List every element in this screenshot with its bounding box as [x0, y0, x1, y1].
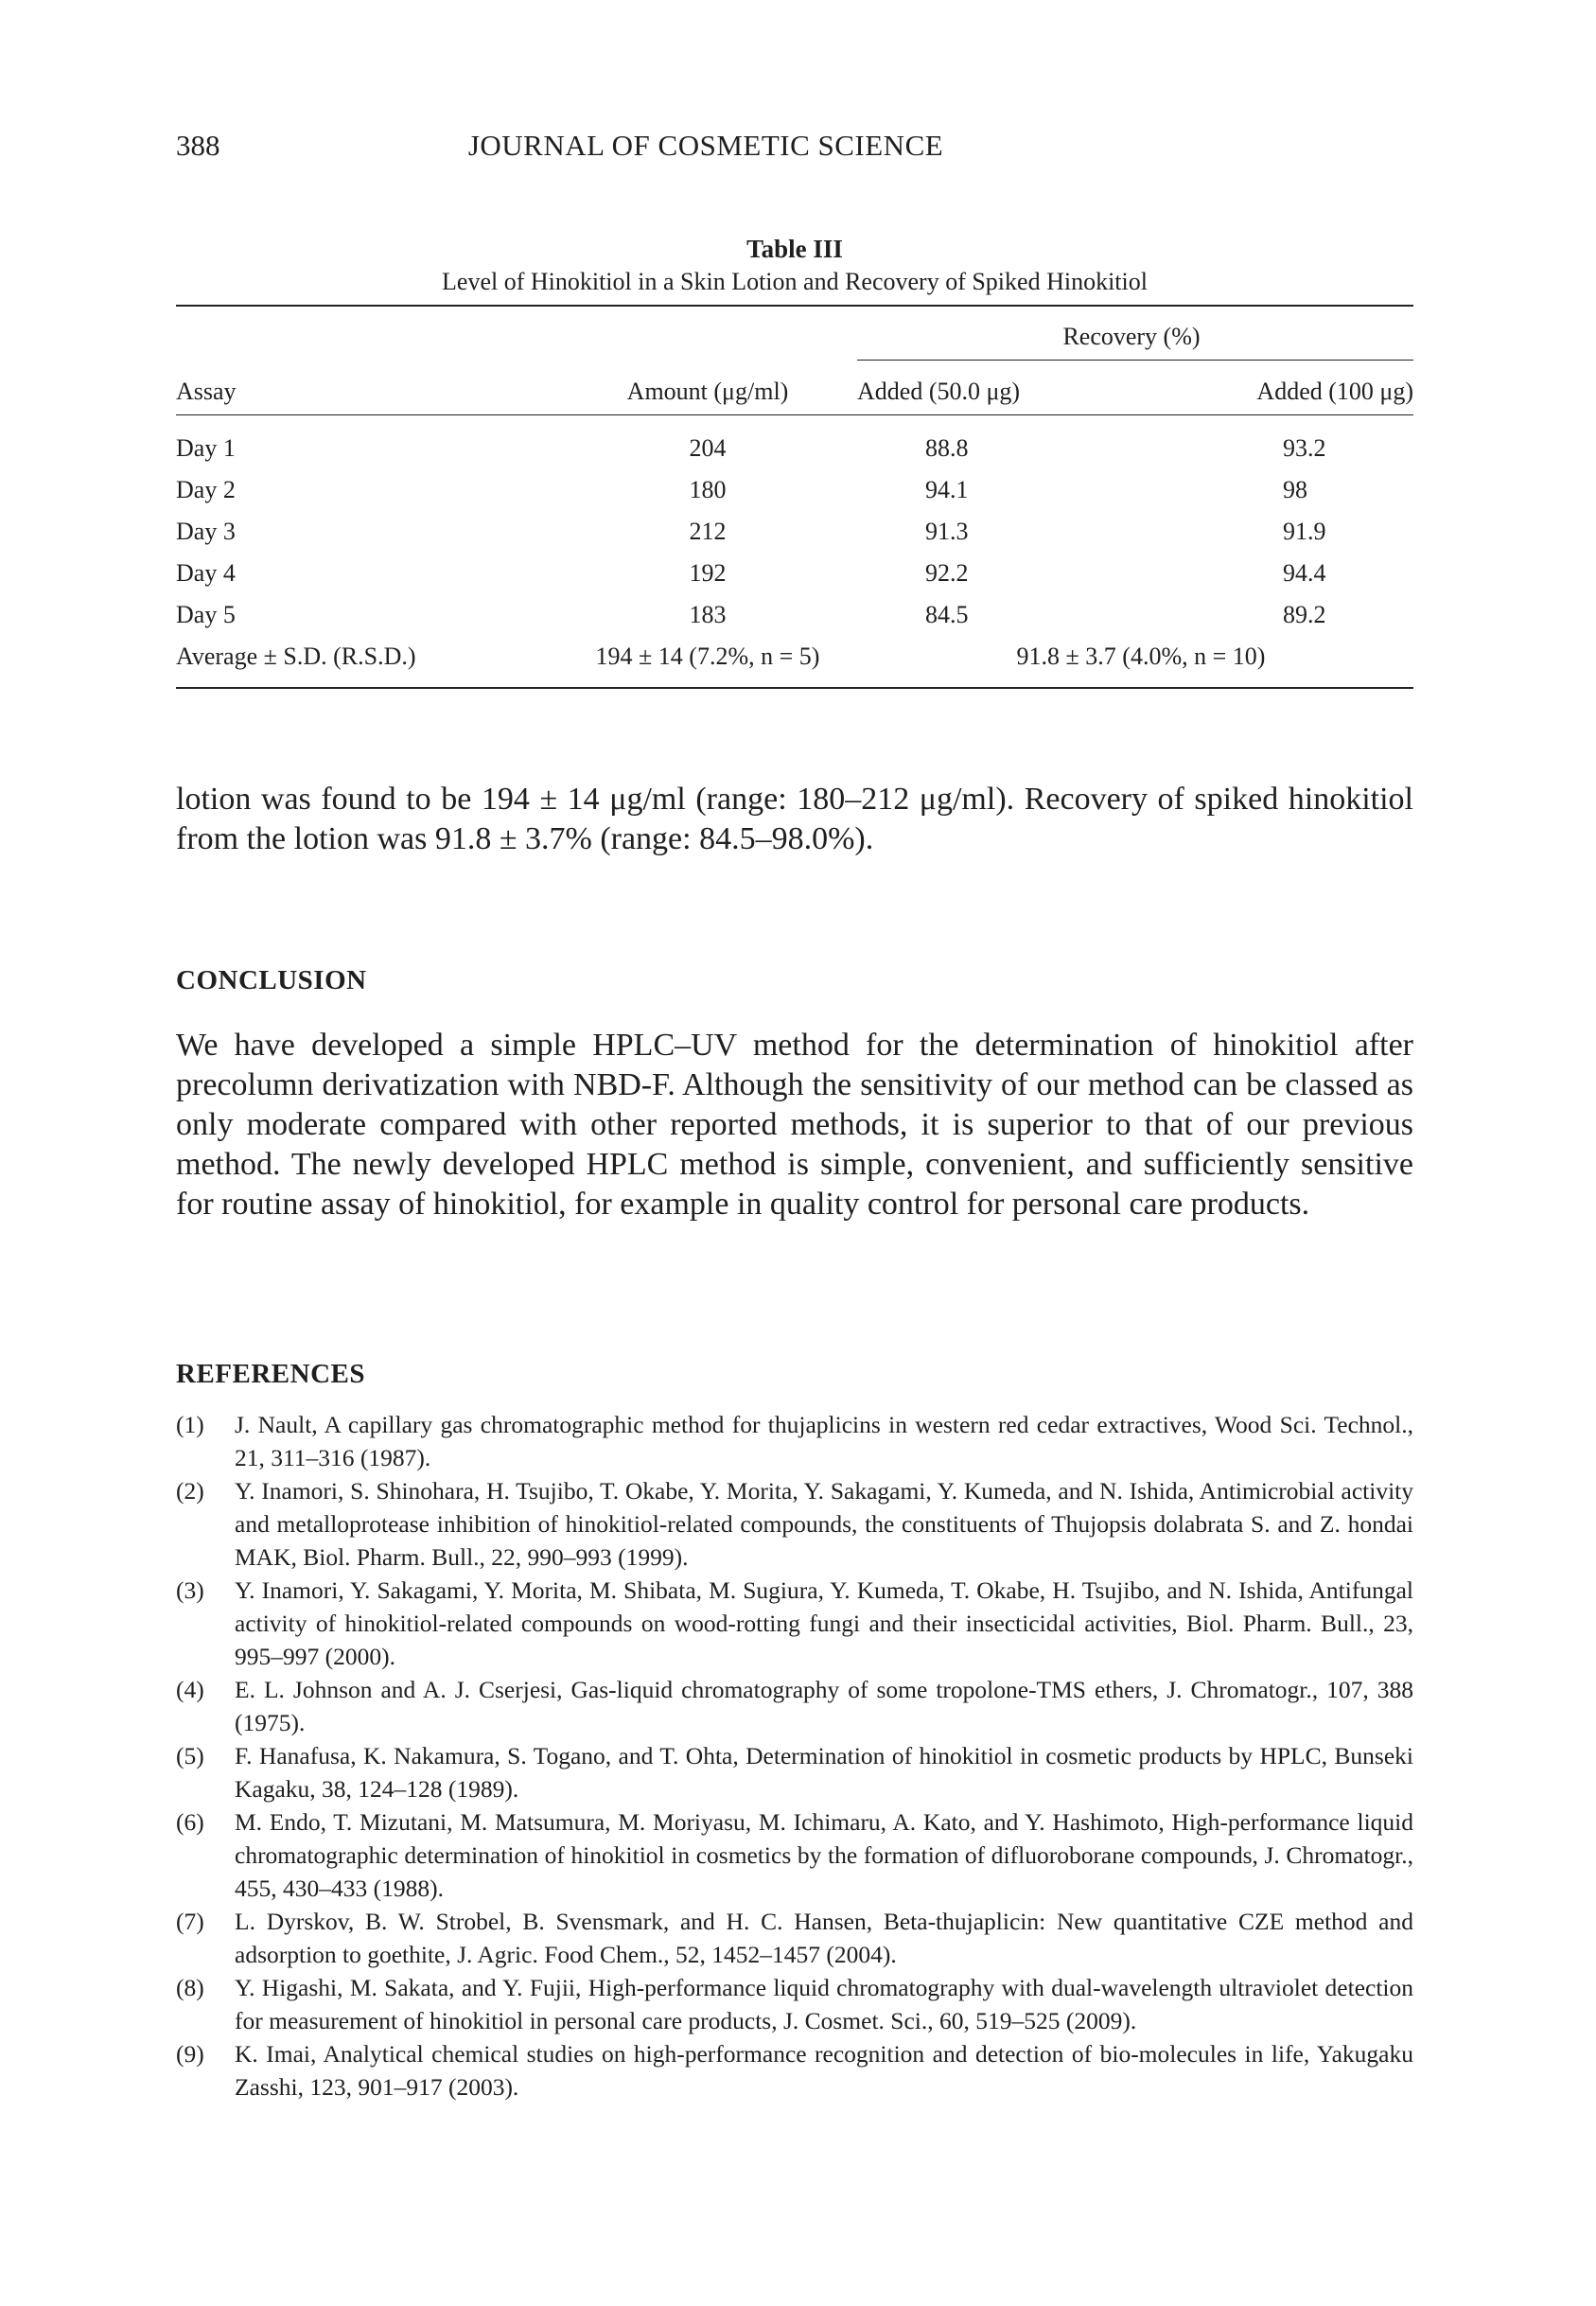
reference-number: (1): [176, 1411, 204, 1438]
reference-item: [176, 1408, 1413, 1474]
table-iii: [176, 233, 1413, 670]
reference-text: Y. Inamori, Y. Sakagami, Y. Morita, M. Shibata, M. Sugiura, Y. Kumeda, T. Okabe, H. Tsujibo, and N. Ishida, Antifungal activity of hinokitiol-related compounds on wood-rotting fungi and their insecticidal activities, Biol. Pharm. Bull., 23, 995–997 (2000).: [235, 1576, 1413, 1670]
reference-number: (7): [176, 1908, 204, 1935]
reference-number: (4): [176, 1676, 204, 1703]
row-added-50: 88.8: [925, 434, 969, 462]
row-assay: Day 2: [176, 476, 236, 503]
table-top-rule: [176, 305, 1413, 307]
row-amount: 180: [689, 476, 727, 503]
col-header-amount: Amount (μg/ml): [626, 378, 789, 405]
reference-text: L. Dyrskov, B. W. Strobel, B. Svensmark, and H. C. Hansen, Beta-thujaplicin: New quantitative CZE method and adsorption to goethite, J. Agric. Food Chem., 52, 1452–1457 (2004).: [235, 1908, 1413, 1968]
header-rule: [176, 414, 1413, 415]
table-caption: Level of Hinokitiol in a Skin Lotion and Recovery of Spiked Hinokitiol: [442, 268, 1148, 295]
table-label: Table III: [746, 235, 843, 263]
col-header-assay: Assay: [176, 378, 237, 405]
row-assay: Day 1: [176, 434, 236, 462]
reference-number: (5): [176, 1742, 204, 1769]
reference-text: Y. Higashi, M. Sakata, and Y. Fujii, High-performance liquid chromatography with dual-wavelength ultraviolet detection for measurement of hinokitiol in personal care products, J. Cosmet. Sci., 60, 519–525 (2009).: [235, 1974, 1413, 2034]
row-added-50: 84.5: [925, 601, 969, 628]
average-label: Average ± S.D. (R.S.D.): [176, 643, 416, 670]
reference-number: (3): [176, 1576, 204, 1604]
reference-text: E. L. Johnson and A. J. Cserjesi, Gas-liquid chromatography of some tropolone-TMS ethers, J. Chromatogr., 107, 388 (1975).: [235, 1676, 1413, 1736]
row-added-50: 92.2: [925, 559, 969, 587]
lotion-paragraph: lotion was found to be 194 ± 14 μg/ml (range: 180–212 μg/ml). Recovery of spiked hinokitiol from the lotion was 91.8 ± 3.7% (range: 84.5–98.0%).: [176, 782, 1413, 856]
row-added-100: 94.4: [1283, 559, 1326, 587]
reference-text: M. Endo, T. Mizutani, M. Matsumura, M. Moriyasu, M. Ichimaru, A. Kato, and Y. Hashimoto, High-performance liquid chromatographic determination of hinokitiol in cosmetics by the formation of difluoroborane compounds, J. Chromatogr., 455, 430–433 (1988).: [235, 1808, 1413, 1902]
reference-text: K. Imai, Analytical chemical studies on high-performance recognition and detection of bio-molecules in life, Yakugaku Zasshi, 123, 901–917 (2003).: [235, 2040, 1413, 2101]
row-added-50: 91.3: [925, 518, 969, 545]
row-added-100: 91.9: [1283, 518, 1326, 545]
reference-item: [176, 1971, 1413, 2037]
row-added-100: 98: [1283, 476, 1307, 503]
row-assay: Day 3: [176, 518, 236, 545]
average-amount: 194 ± 14 (7.2%, n = 5): [595, 643, 820, 670]
reference-item: [176, 1905, 1413, 1971]
average-recovery: 91.8 ± 3.7 (4.0%, n = 10): [1016, 643, 1266, 670]
reference-text: J. Nault, A capillary gas chromatographic method for thujaplicins in western red cedar extractives, Wood Sci. Technol., 21, 311–316 (1987).: [235, 1411, 1413, 1471]
table-body: [176, 305, 1413, 778]
reference-text: Y. Inamori, S. Shinohara, H. Tsujibo, T. Okabe, Y. Morita, Y. Sakagami, Y. Kumeda, and N. Ishida, Antimicrobial activity and metalloprotease inhibition of hinokitiol-related compounds, the constituents of Thujopsis dolabrata S. and Z. hondai MAK, Biol. Pharm. Bull., 22, 990–993 (1999).: [235, 1477, 1413, 1571]
row-amount: 212: [689, 518, 727, 545]
reference-number: (6): [176, 1808, 204, 1836]
recovery-group-header: Recovery (%): [1062, 323, 1201, 350]
col-header-added-100: Added (100 μg): [1256, 378, 1413, 405]
references-heading: REFERENCES: [176, 1359, 365, 1389]
reference-item: [176, 1805, 1413, 1905]
reference-number: (8): [176, 1974, 204, 2001]
reference-list: [176, 1408, 1413, 2104]
reference-number: (2): [176, 1477, 204, 1505]
row-assay: Day 4: [176, 559, 236, 587]
reference-item: [176, 2037, 1413, 2104]
table-bottom-rule: [176, 687, 1413, 689]
row-amount: 183: [689, 601, 727, 628]
page-number: 388: [176, 129, 220, 162]
reference-item: [176, 1739, 1413, 1805]
col-header-added-50: Added (50.0 μg): [857, 378, 1021, 405]
conclusion-heading: CONCLUSION: [176, 965, 367, 995]
reference-number: (9): [176, 2040, 204, 2068]
row-amount: 192: [689, 559, 727, 587]
row-assay: Day 5: [176, 601, 236, 628]
running-head: [176, 129, 1406, 167]
row-added-50: 94.1: [925, 476, 969, 503]
conclusion-paragraph: We have developed a simple HPLC–UV method for the determination of hinokitiol after precolumn derivatization with NBD-F. Although the sensitivity of our method can be classed as only moderate compared with other reported methods, it is superior to that of our previous method. The newly developed HPLC method is simple, convenient, and sufficiently sensitive for routine assay of hinokitiol, for example in quality control for personal care products.: [176, 1028, 1413, 1222]
reference-item: [176, 1673, 1413, 1739]
row-added-100: 89.2: [1283, 601, 1326, 628]
reference-item: [176, 1474, 1413, 1574]
row-added-100: 93.2: [1283, 434, 1326, 462]
recovery-rule: [857, 360, 1413, 361]
row-amount: 204: [689, 434, 727, 462]
reference-item: [176, 1574, 1413, 1673]
journal-title: JOURNAL OF COSMETIC SCIENCE: [467, 129, 944, 162]
reference-text: F. Hanafusa, K. Nakamura, S. Togano, and T. Ohta, Determination of hinokitiol in cosmetic products by HPLC, Bunseki Kagaku, 38, 124–128 (1989).: [235, 1742, 1413, 1803]
